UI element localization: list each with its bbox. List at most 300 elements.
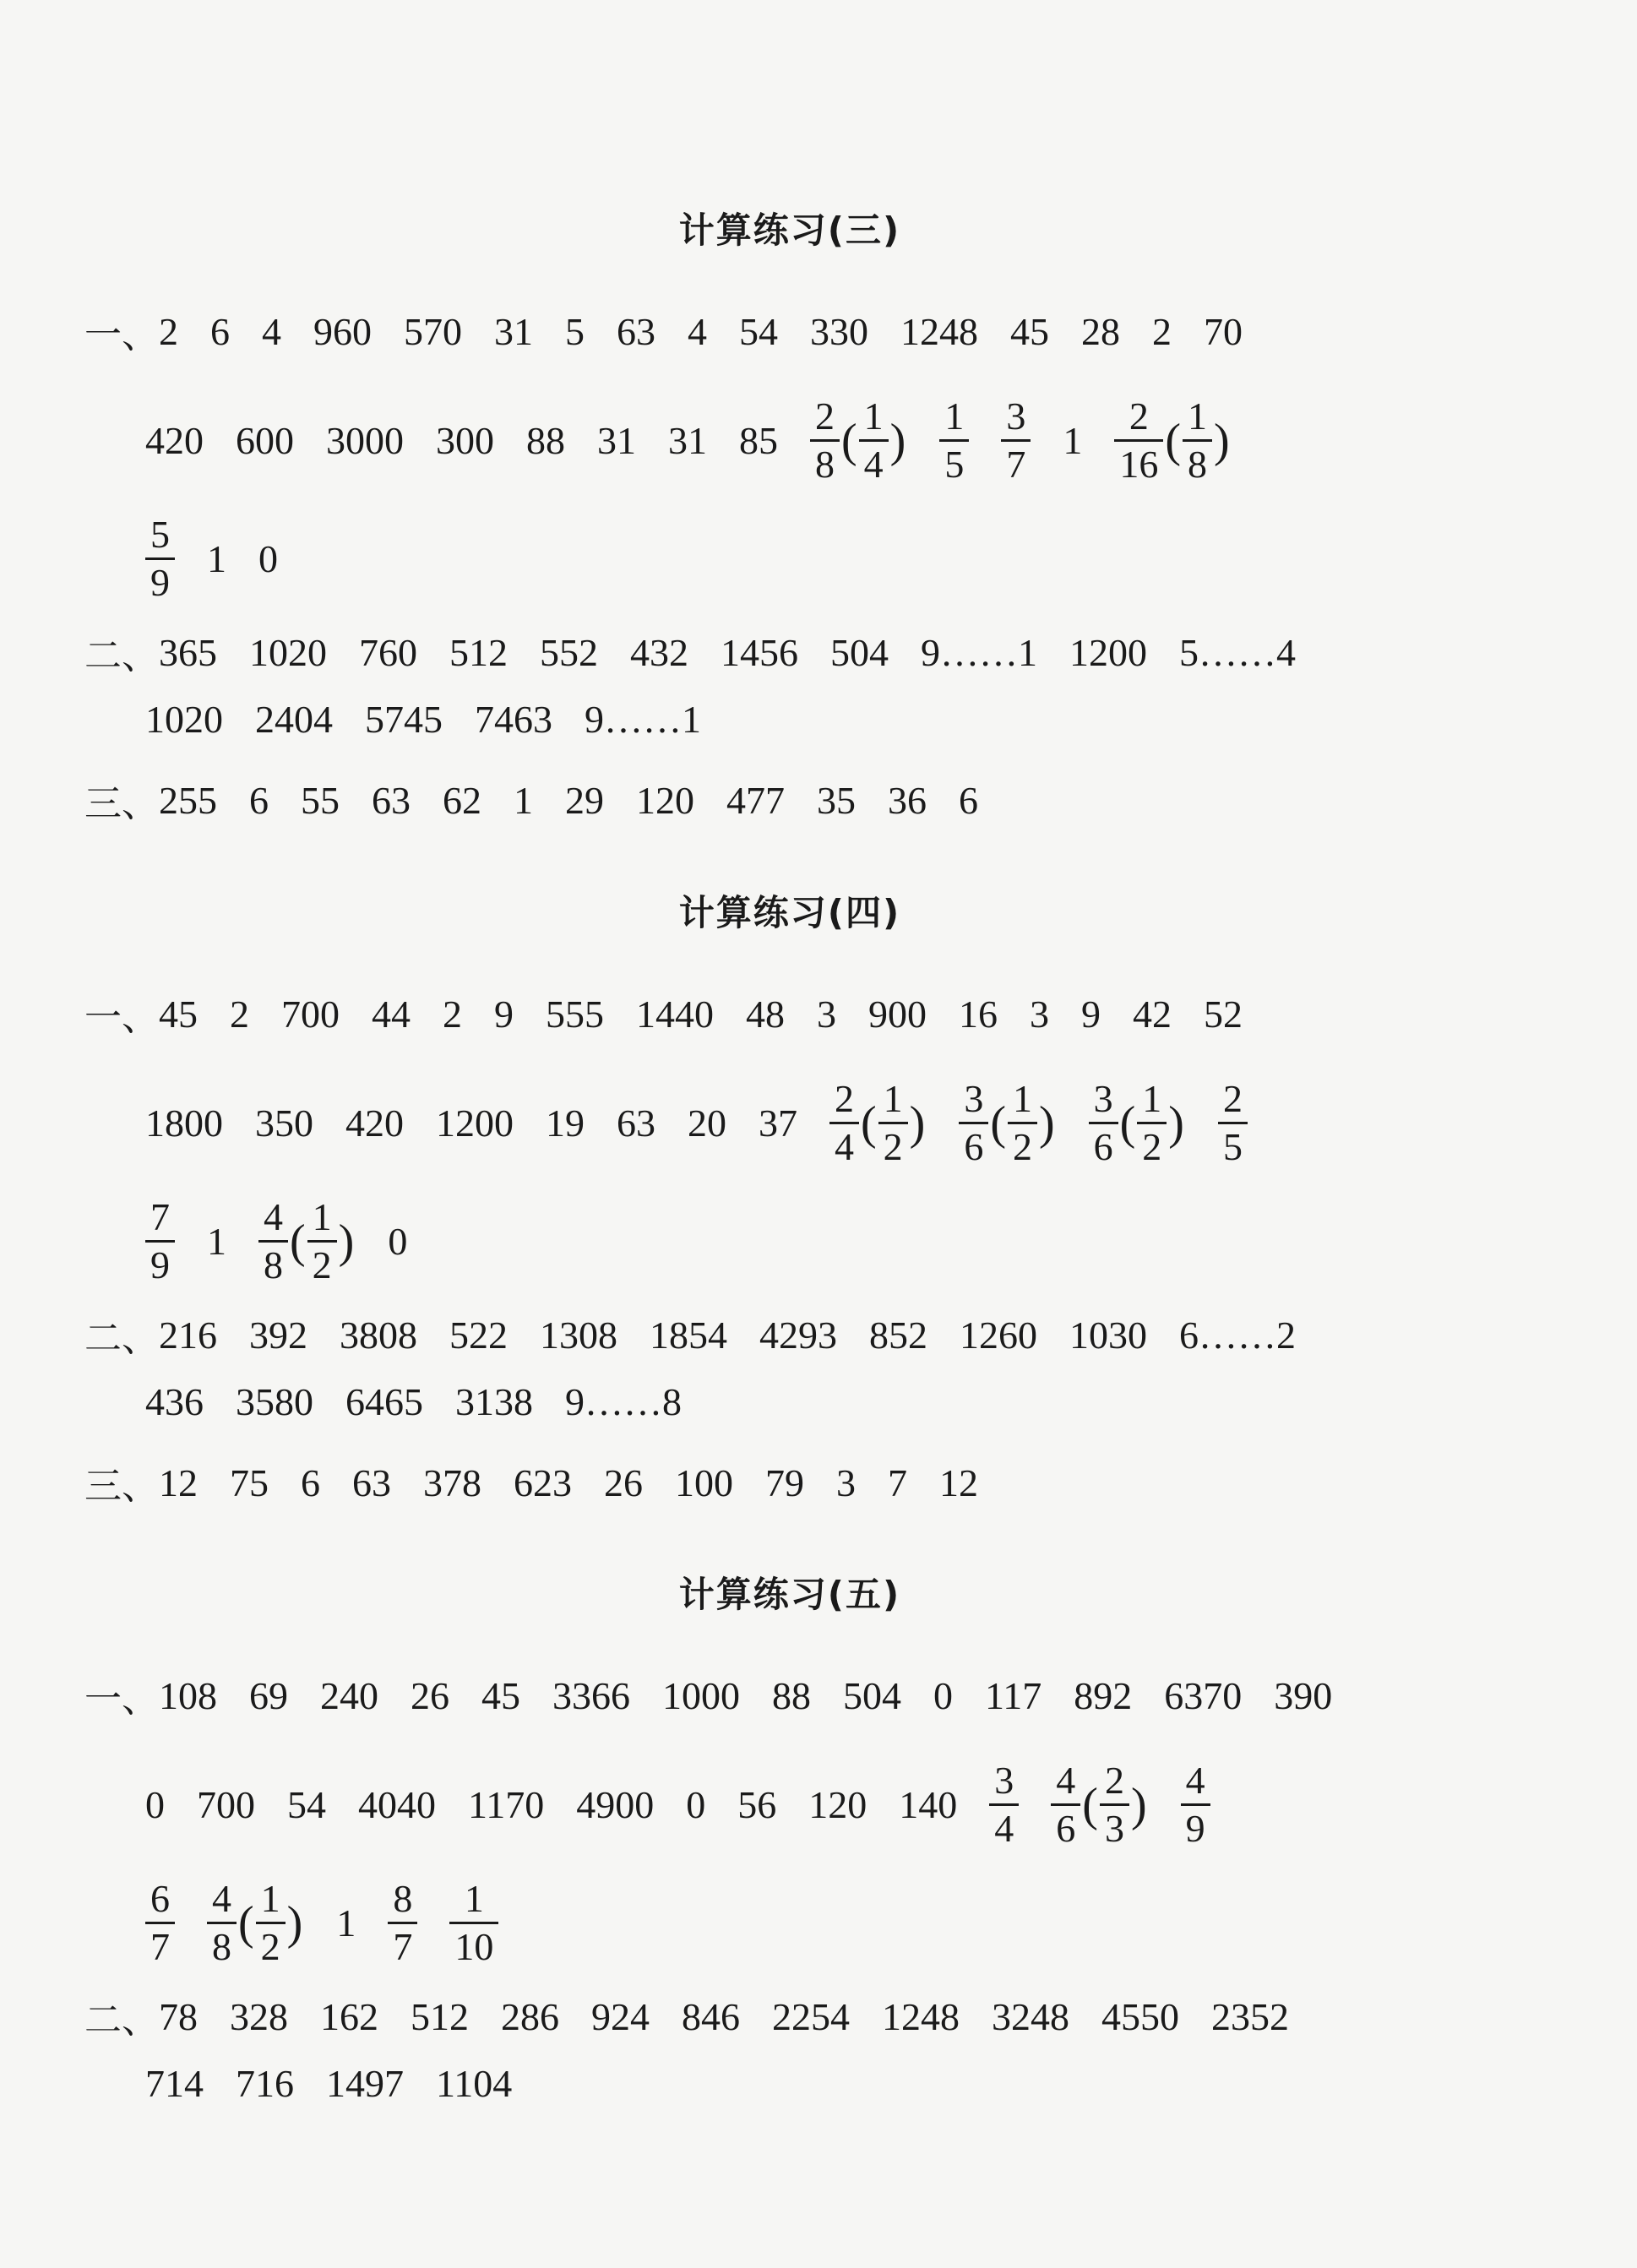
answer-value: 9 bbox=[1081, 992, 1101, 1036]
answer-row bbox=[84, 625, 1296, 679]
right-paren: ) bbox=[286, 1896, 303, 1950]
fraction-answer bbox=[1181, 1761, 1210, 1848]
fraction-group bbox=[145, 1879, 175, 1966]
fraction-group bbox=[829, 1077, 927, 1168]
answer-value: 63 bbox=[617, 1101, 655, 1145]
answer-value: 2 bbox=[1152, 309, 1172, 353]
answer-value: 570 bbox=[404, 309, 462, 353]
answer-row-continued bbox=[145, 697, 701, 742]
answer-value: 0 bbox=[933, 1673, 953, 1717]
numerator: 4 bbox=[1056, 1759, 1076, 1802]
denominator: 16 bbox=[1114, 439, 1163, 484]
fraction-answer bbox=[258, 1195, 356, 1286]
answer-value: 512 bbox=[411, 1994, 469, 2038]
denominator: 10 bbox=[449, 1922, 498, 1966]
answer-value: 0 bbox=[145, 1783, 165, 1826]
section-title: 计算练习(四) bbox=[678, 892, 901, 933]
answer-value: 392 bbox=[249, 1313, 307, 1357]
answer-value: 1248 bbox=[900, 309, 978, 353]
answer-value: 7463 bbox=[475, 698, 552, 741]
fraction-answer bbox=[388, 1879, 417, 1966]
answer-value: 6 bbox=[959, 778, 978, 822]
fraction bbox=[1089, 1077, 1118, 1168]
answer-value: 420 bbox=[145, 419, 204, 462]
denominator: 7 bbox=[1001, 439, 1031, 484]
answer-value: 1854 bbox=[650, 1313, 727, 1357]
denominator: 8 bbox=[207, 1922, 237, 1966]
answer-value: 1248 bbox=[882, 1994, 960, 2038]
fraction-group bbox=[939, 394, 969, 486]
answer-value: 623 bbox=[514, 1460, 572, 1504]
numerator: 3 bbox=[994, 1759, 1014, 1802]
answer-value: 552 bbox=[540, 630, 598, 674]
answer-row-continued bbox=[145, 515, 278, 602]
answer-value: 6 bbox=[210, 309, 230, 353]
numerator: 2 bbox=[815, 394, 835, 438]
answer-value: 85 bbox=[739, 419, 778, 462]
answer-row bbox=[84, 773, 978, 827]
fraction-answer bbox=[1089, 1077, 1186, 1168]
answer-value: 3 bbox=[817, 992, 836, 1036]
answer-value: 2404 bbox=[255, 698, 333, 741]
question-number: 二、 bbox=[84, 1999, 159, 2042]
answer-value: 3366 bbox=[552, 1673, 630, 1717]
answer-value: 63 bbox=[352, 1460, 391, 1504]
answer-value: 3808 bbox=[340, 1313, 417, 1357]
answer-value: 714 bbox=[145, 2062, 204, 2105]
answer-value: 88 bbox=[772, 1673, 811, 1717]
fraction bbox=[145, 1195, 175, 1286]
answer-value: 2 bbox=[159, 309, 178, 353]
denominator: 2 bbox=[1137, 1122, 1167, 1167]
numerator: 1 bbox=[464, 1877, 484, 1920]
answer-value: 9……8 bbox=[565, 1380, 682, 1423]
numerator: 1 bbox=[260, 1877, 280, 1920]
fraction-answer bbox=[1218, 1077, 1248, 1168]
fraction-group bbox=[989, 1761, 1019, 1848]
answer-value: 9 bbox=[494, 992, 514, 1036]
fraction-answer bbox=[145, 1195, 175, 1286]
answer-value: 55 bbox=[301, 778, 340, 822]
fraction-answer bbox=[449, 1879, 498, 1966]
right-paren: ) bbox=[1168, 1096, 1184, 1150]
numerator: 6 bbox=[150, 1877, 170, 1920]
left-paren: ( bbox=[841, 414, 857, 467]
answer-value: 1308 bbox=[540, 1313, 617, 1357]
answer-value: 390 bbox=[1274, 1673, 1333, 1717]
answer-value: 286 bbox=[501, 1994, 559, 2038]
right-paren: ) bbox=[889, 414, 906, 467]
fraction-group bbox=[1051, 1761, 1148, 1848]
fraction-answer bbox=[1001, 394, 1031, 486]
answer-value: 1200 bbox=[436, 1101, 514, 1145]
fraction bbox=[207, 1879, 237, 1966]
numerator: 1 bbox=[1142, 1077, 1162, 1120]
answer-value: 1 bbox=[1063, 419, 1083, 462]
answer-value: 1020 bbox=[145, 698, 223, 741]
answer-value: 2254 bbox=[772, 1994, 850, 2038]
answer-value: 3248 bbox=[992, 1994, 1069, 2038]
answer-value: 1 bbox=[207, 537, 226, 580]
fraction-group bbox=[1001, 394, 1031, 486]
numerator: 5 bbox=[150, 513, 170, 556]
fraction-group bbox=[388, 1879, 417, 1966]
answer-value: 75 bbox=[230, 1460, 269, 1504]
answer-value: 4040 bbox=[358, 1783, 436, 1826]
answer-value: 78 bbox=[159, 1994, 198, 2038]
fraction bbox=[307, 1195, 337, 1286]
answer-value: 365 bbox=[159, 630, 217, 674]
denominator: 2 bbox=[1008, 1122, 1037, 1167]
denominator: 5 bbox=[1218, 1122, 1248, 1167]
fraction-answer bbox=[810, 394, 907, 486]
answer-value: 4900 bbox=[576, 1783, 655, 1826]
answer-value: 31 bbox=[597, 419, 636, 462]
fraction bbox=[810, 394, 840, 486]
answer-value: 4293 bbox=[759, 1313, 837, 1357]
answer-value: 69 bbox=[249, 1673, 288, 1717]
answer-value: 28 bbox=[1081, 309, 1120, 353]
answer-value: 4 bbox=[262, 309, 281, 353]
denominator: 4 bbox=[859, 439, 889, 484]
answer-value: 36 bbox=[888, 778, 927, 822]
denominator: 8 bbox=[1183, 439, 1212, 484]
answer-value: 900 bbox=[868, 992, 927, 1036]
fraction-answer bbox=[145, 515, 175, 602]
answer-value: 63 bbox=[372, 778, 411, 822]
fraction bbox=[959, 1077, 988, 1168]
answer-value: 350 bbox=[255, 1101, 313, 1145]
fraction bbox=[1137, 1077, 1167, 1168]
fraction-group bbox=[207, 1879, 304, 1966]
section-title: 计算练习(五) bbox=[678, 1574, 901, 1615]
fraction-answer bbox=[207, 1879, 304, 1966]
answer-value: 1020 bbox=[249, 630, 327, 674]
fraction bbox=[258, 1195, 288, 1286]
answer-value: 2 bbox=[230, 992, 249, 1036]
answer-value: 300 bbox=[436, 419, 494, 462]
fraction bbox=[878, 1077, 908, 1168]
answer-row bbox=[84, 1668, 1332, 1722]
answer-value: 62 bbox=[443, 778, 481, 822]
denominator: 8 bbox=[258, 1240, 288, 1285]
fraction bbox=[829, 1077, 859, 1168]
numerator: 3 bbox=[964, 1077, 984, 1120]
answer-value: 63 bbox=[617, 309, 655, 353]
fraction bbox=[449, 1879, 498, 1966]
numerator: 3 bbox=[1006, 394, 1026, 438]
answer-value: 522 bbox=[449, 1313, 508, 1357]
left-paren: ( bbox=[1082, 1778, 1098, 1831]
numerator: 4 bbox=[1185, 1759, 1205, 1802]
answer-value: 70 bbox=[1204, 309, 1243, 353]
numerator: 2 bbox=[835, 1077, 854, 1120]
fraction bbox=[1100, 1761, 1129, 1848]
denominator: 8 bbox=[810, 439, 840, 484]
fraction-answer bbox=[829, 1077, 927, 1168]
answer-value: 1000 bbox=[662, 1673, 740, 1717]
right-paren: ) bbox=[1213, 414, 1230, 467]
question-number: 三、 bbox=[84, 1465, 159, 1508]
denominator: 4 bbox=[829, 1122, 859, 1167]
fraction bbox=[939, 394, 969, 486]
fraction-group bbox=[959, 1077, 1056, 1168]
answer-value: 19 bbox=[546, 1101, 585, 1145]
numerator: 7 bbox=[150, 1195, 170, 1238]
answer-value: 162 bbox=[320, 1994, 378, 2038]
answer-value: 6370 bbox=[1164, 1673, 1243, 1717]
fraction bbox=[989, 1761, 1019, 1848]
answer-value: 1800 bbox=[145, 1101, 223, 1145]
question-number: 三、 bbox=[84, 782, 159, 825]
answer-value: 16 bbox=[959, 992, 998, 1036]
answer-value: 54 bbox=[287, 1783, 326, 1826]
answer-value: 924 bbox=[591, 1994, 650, 2038]
fraction-group bbox=[1181, 1761, 1210, 1848]
denominator: 6 bbox=[1089, 1122, 1118, 1167]
answer-value: 1 bbox=[336, 1901, 356, 1944]
numerator: 3 bbox=[1093, 1077, 1113, 1120]
fraction-group bbox=[1089, 1077, 1186, 1168]
answer-value: 117 bbox=[985, 1673, 1042, 1717]
left-paren: ( bbox=[1165, 414, 1181, 467]
denominator: 2 bbox=[307, 1240, 337, 1285]
answer-value: 56 bbox=[737, 1783, 777, 1826]
answer-value: 504 bbox=[843, 1673, 901, 1717]
answer-value: 54 bbox=[739, 309, 778, 353]
fraction-answer bbox=[1051, 1761, 1148, 1848]
fraction bbox=[388, 1879, 417, 1966]
answer-value: 29 bbox=[565, 778, 604, 822]
question-number: 一、 bbox=[84, 1678, 159, 1721]
numerator: 4 bbox=[264, 1195, 283, 1238]
answer-value: 100 bbox=[675, 1460, 733, 1504]
answer-value: 45 bbox=[159, 992, 198, 1036]
answer-row bbox=[84, 1989, 1289, 2043]
fraction-answer bbox=[939, 394, 969, 486]
fraction-group bbox=[145, 515, 175, 602]
denominator: 9 bbox=[145, 557, 175, 602]
numerator: 2 bbox=[1104, 1759, 1124, 1802]
answer-value: 892 bbox=[1074, 1673, 1133, 1717]
numerator: 1 bbox=[1187, 394, 1207, 438]
fraction-group bbox=[810, 394, 907, 486]
answer-value: 5 bbox=[565, 309, 585, 353]
answer-value: 6 bbox=[301, 1460, 320, 1504]
answer-value: 3138 bbox=[455, 1380, 533, 1423]
denominator: 3 bbox=[1100, 1803, 1129, 1848]
answer-value: 0 bbox=[686, 1783, 706, 1826]
answer-value: 20 bbox=[688, 1101, 726, 1145]
answer-value: 2352 bbox=[1211, 1994, 1289, 2038]
answer-value: 700 bbox=[197, 1783, 255, 1826]
fraction-group bbox=[1114, 394, 1231, 486]
answer-value: 88 bbox=[526, 419, 565, 462]
answer-value: 1 bbox=[514, 778, 533, 822]
answer-value: 12 bbox=[159, 1460, 198, 1504]
answer-row-continued bbox=[145, 1879, 498, 1966]
fraction bbox=[1114, 394, 1163, 486]
answer-value: 1170 bbox=[468, 1783, 545, 1826]
answer-row bbox=[84, 1308, 1296, 1362]
answer-value: 852 bbox=[869, 1313, 927, 1357]
answer-value: 0 bbox=[388, 1220, 408, 1263]
left-paren: ( bbox=[861, 1096, 877, 1150]
answer-value: 9……1 bbox=[585, 698, 701, 741]
answer-value: 1030 bbox=[1069, 1313, 1147, 1357]
answer-value: 846 bbox=[682, 1994, 740, 2038]
fraction-group bbox=[1218, 1077, 1248, 1168]
answer-value: 960 bbox=[313, 309, 372, 353]
answer-value: 45 bbox=[481, 1673, 520, 1717]
fraction-answer bbox=[959, 1077, 1056, 1168]
numerator: 1 bbox=[883, 1077, 903, 1120]
denominator: 9 bbox=[1181, 1803, 1210, 1848]
right-paren: ) bbox=[1130, 1778, 1147, 1831]
answer-value: 3 bbox=[836, 1460, 856, 1504]
answer-value: 9……1 bbox=[921, 630, 1037, 674]
denominator: 7 bbox=[145, 1922, 175, 1966]
answer-value: 5745 bbox=[365, 698, 443, 741]
fraction bbox=[256, 1879, 286, 1966]
left-paren: ( bbox=[1119, 1096, 1136, 1150]
answer-value: 1260 bbox=[960, 1313, 1037, 1357]
answer-value: 716 bbox=[236, 2062, 294, 2105]
answer-row bbox=[84, 304, 1243, 358]
answer-value: 378 bbox=[423, 1460, 481, 1504]
fraction bbox=[1001, 394, 1031, 486]
answer-row-continued bbox=[145, 1195, 408, 1286]
right-paren: ) bbox=[1038, 1096, 1055, 1150]
answer-value: 3580 bbox=[236, 1380, 313, 1423]
answer-value: 31 bbox=[494, 309, 533, 353]
left-paren: ( bbox=[290, 1215, 306, 1268]
answer-value: 120 bbox=[808, 1783, 867, 1826]
fraction bbox=[1181, 1761, 1210, 1848]
answer-value: 35 bbox=[817, 778, 856, 822]
fraction-group bbox=[258, 1195, 356, 1286]
numerator: 1 bbox=[863, 394, 884, 438]
denominator: 6 bbox=[1051, 1803, 1080, 1848]
answer-value: 48 bbox=[746, 992, 785, 1036]
fraction bbox=[145, 515, 175, 602]
answer-value: 7 bbox=[888, 1460, 907, 1504]
answer-value: 140 bbox=[899, 1783, 958, 1826]
answer-value: 477 bbox=[726, 778, 785, 822]
answer-value: 1456 bbox=[721, 630, 798, 674]
fraction-group bbox=[145, 1195, 175, 1286]
answer-value: 432 bbox=[630, 630, 688, 674]
answer-value: 12 bbox=[939, 1460, 978, 1504]
left-paren: ( bbox=[990, 1096, 1006, 1150]
answer-value: 255 bbox=[159, 778, 217, 822]
numerator: 2 bbox=[1128, 394, 1149, 438]
answer-value: 6 bbox=[249, 778, 269, 822]
answer-row-continued bbox=[145, 394, 1232, 486]
numerator: 1 bbox=[944, 394, 965, 438]
fraction bbox=[1218, 1077, 1248, 1168]
answer-value: 26 bbox=[411, 1673, 449, 1717]
answer-value: 44 bbox=[372, 992, 411, 1036]
denominator: 7 bbox=[388, 1922, 417, 1966]
answer-value: 760 bbox=[359, 630, 417, 674]
denominator: 9 bbox=[145, 1240, 175, 1285]
denominator: 5 bbox=[939, 439, 969, 484]
fraction-answer bbox=[145, 1879, 175, 1966]
answer-value: 600 bbox=[236, 419, 294, 462]
answer-value: 45 bbox=[1010, 309, 1049, 353]
answer-value: 240 bbox=[320, 1673, 378, 1717]
answer-value: 1497 bbox=[326, 2062, 404, 2105]
numerator: 1 bbox=[312, 1195, 332, 1238]
fraction-answer bbox=[989, 1761, 1019, 1848]
answer-value: 4550 bbox=[1101, 1994, 1179, 2038]
answer-value: 6……2 bbox=[1179, 1313, 1296, 1357]
numerator: 2 bbox=[1222, 1077, 1243, 1120]
answer-value: 700 bbox=[281, 992, 340, 1036]
answer-value: 5……4 bbox=[1179, 630, 1296, 674]
numerator: 4 bbox=[212, 1877, 231, 1920]
answer-value: 3000 bbox=[326, 419, 404, 462]
answer-value: 3 bbox=[1030, 992, 1049, 1036]
answer-value: 26 bbox=[604, 1460, 643, 1504]
right-paren: ) bbox=[909, 1096, 926, 1150]
answer-value: 6465 bbox=[345, 1380, 423, 1423]
answer-value: 42 bbox=[1133, 992, 1172, 1036]
answer-value: 330 bbox=[810, 309, 868, 353]
answer-row bbox=[84, 1455, 978, 1509]
fraction bbox=[145, 1879, 175, 1966]
answer-value: 79 bbox=[765, 1460, 804, 1504]
answer-row-continued bbox=[145, 2061, 512, 2106]
question-number: 一、 bbox=[84, 313, 159, 356]
answer-value: 1104 bbox=[436, 2062, 513, 2105]
answer-value: 31 bbox=[668, 419, 707, 462]
denominator: 6 bbox=[959, 1122, 988, 1167]
left-paren: ( bbox=[238, 1896, 254, 1950]
fraction-group bbox=[449, 1879, 498, 1966]
answer-value: 0 bbox=[258, 537, 278, 580]
denominator: 4 bbox=[989, 1803, 1019, 1848]
answer-value: 1 bbox=[207, 1220, 226, 1263]
fraction bbox=[1183, 394, 1212, 486]
question-number: 二、 bbox=[84, 634, 159, 677]
question-number: 二、 bbox=[84, 1317, 159, 1360]
question-number: 一、 bbox=[84, 996, 159, 1039]
answer-value: 2 bbox=[443, 992, 462, 1036]
answer-value: 420 bbox=[345, 1101, 404, 1145]
right-paren: ) bbox=[338, 1215, 355, 1268]
answer-value: 52 bbox=[1204, 992, 1243, 1036]
answer-row-continued bbox=[145, 1077, 1248, 1168]
section-title: 计算练习(三) bbox=[678, 209, 901, 251]
answer-value: 120 bbox=[636, 778, 694, 822]
fraction bbox=[1008, 1077, 1037, 1168]
answer-value: 512 bbox=[449, 630, 508, 674]
answer-value: 108 bbox=[159, 1673, 217, 1717]
answer-value: 4 bbox=[688, 309, 707, 353]
denominator: 2 bbox=[878, 1122, 908, 1167]
fraction bbox=[1051, 1761, 1080, 1848]
answer-row-continued bbox=[145, 1379, 682, 1424]
denominator: 2 bbox=[256, 1922, 286, 1966]
numerator: 1 bbox=[1012, 1077, 1032, 1120]
answer-value: 328 bbox=[230, 1994, 288, 2038]
fraction-answer bbox=[1114, 394, 1231, 486]
numerator: 8 bbox=[393, 1877, 413, 1920]
answer-row-continued bbox=[145, 1761, 1210, 1848]
answer-value: 436 bbox=[145, 1380, 204, 1423]
